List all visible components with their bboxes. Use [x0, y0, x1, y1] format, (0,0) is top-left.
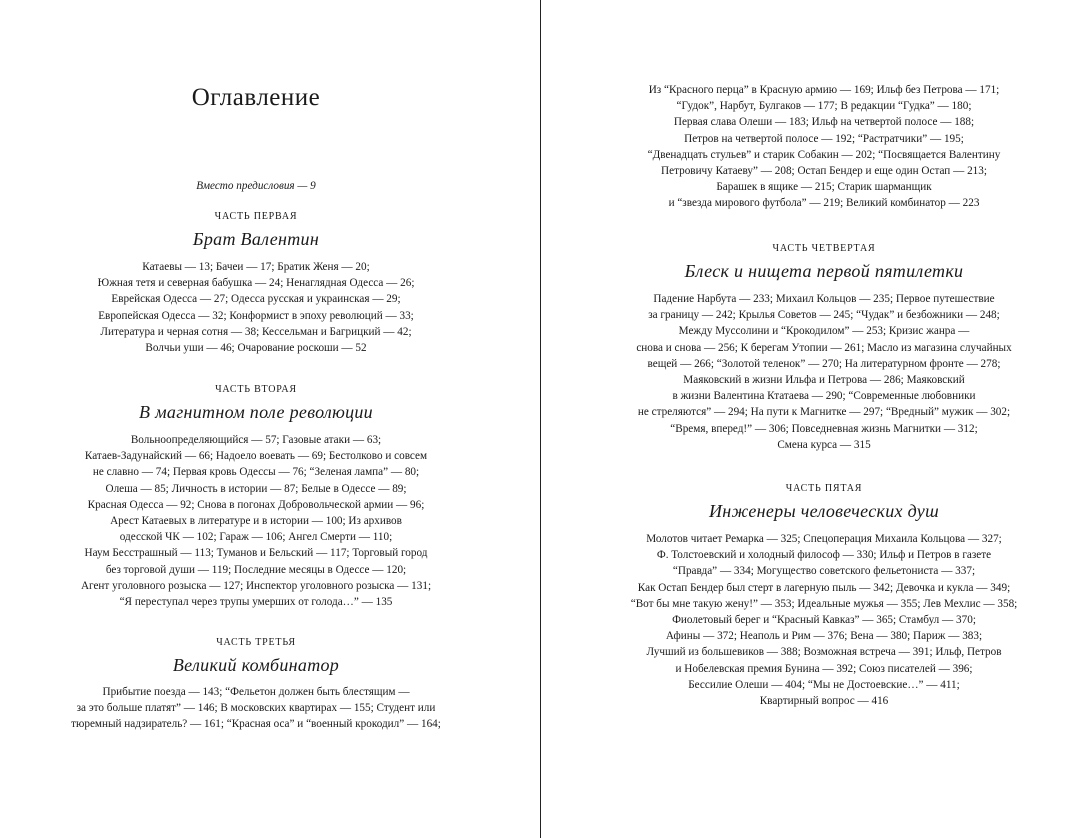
toc-line: Агент уголовного розыска — 127; Инспектор уголовного розыска — 131; [80, 579, 432, 592]
page-title: Оглавление [191, 84, 321, 111]
toc-line: Из “Красного перца” в Красную армию — 169; Ильф без Петрова — 171; [648, 84, 1000, 96]
toc-line: Европейская Одесса — 32; Конформист в эпоху революций — 33; [98, 309, 414, 322]
toc-line: и Нобелевская премия Бунина — 392; Союз писателей — 396; [675, 662, 973, 675]
toc-line: Квартирный вопрос — 416 [759, 695, 889, 708]
toc-line: Вольноопределяющийся — 57; Газовые атаки — 63; [130, 434, 382, 446]
toc-line: “Время, вперед!” — 306; Повседневная жизнь Магнитки — 312; [670, 422, 978, 435]
part-3-continuation [541, 82, 1081, 212]
toc-line: Петров на четвертой полосе — 192; “Растратчики” — 195; [684, 132, 964, 145]
part-1-title: Брат Валентин [192, 229, 320, 249]
toc-line: Барашек в ящике — 215; Старик шарманщик [716, 181, 932, 194]
toc-line: тюремный надзиратель? — 161; “Красная оса” и “военный крокодил” — 164; [71, 718, 441, 731]
part-4-title: Блеск и нищета первой пятилетки [684, 261, 964, 281]
toc-line: Наум Бесстрашный — 113; Туманов и Бельский — 117; Торговый город [84, 547, 428, 560]
toc-line: и “звезда мирового футбола” — 219; Великий комбинатор — 223 [668, 197, 980, 210]
toc-line: без торговой души — 119; Последние месяцы в Одессе — 120; [105, 563, 407, 576]
toc-line: Как Остап Бендер был стерт в лагерную пыль — 342; Девочка и кукла — 349; [637, 581, 1011, 594]
toc-line: снова и снова — 256; К берегам Утопии — 261; Масло из магазина случайных [636, 341, 1012, 354]
toc-line: за границу — 242; Крылья Советов — 245; “Чудак” и безбожники — 248; [648, 309, 1000, 322]
part-2-entries [0, 432, 512, 610]
toc-line: в жизни Валентина Ктатаева — 290; “Современные любовники [672, 390, 976, 403]
toc-line: Олеша — 85; Личность в истории — 87; Белые в Одессе — 89; [105, 482, 407, 495]
part-3-label: ЧАСТЬ ТРЕТЬЯ [216, 637, 296, 648]
toc-line: Петровичу Катаеву” — 208; Остап Бендер и еще один Остап — 213; [661, 165, 987, 178]
part-3-title: Великий комбинатор [172, 655, 340, 675]
toc-line: Южная тетя и северная бабушка — 24; Ненаглядная Одесса — 26; [97, 277, 415, 290]
part-5-title: Инженеры человеческих душ [709, 501, 939, 521]
toc-line: “Гудок”, Нарбут, Булгаков — 177; В редакции “Гудка” — 180; [676, 100, 972, 113]
toc-line: одесской ЧК — 102; Гараж — 106; Ангел Смерти — 110; [119, 531, 393, 544]
toc-line: Первая слава Олеши — 183; Ильф на четвертой полосе — 188; [673, 116, 975, 129]
preface-entry: Вместо предисловия — 9 [196, 180, 316, 192]
toc-line: Волчьи уши — 46; Очарование роскоши — 52 [145, 342, 367, 355]
toc-line: Смена курса — 315 [777, 438, 871, 451]
toc-line: Фиолетовый берег и “Красный Кавказ” — 365; Стамбул — 370; [672, 614, 976, 627]
left-page [0, 0, 540, 838]
toc-line: Ф. Толстоевский и холодный философ — 330; Ильф и Петров в газете [656, 549, 992, 562]
toc-line: Красная Одесса — 92; Снова в погонах Добровольческой армии — 96; [87, 498, 425, 511]
toc-line: Лучший из большевиков — 388; Возможная встреча — 391; Ильф, Петров [646, 646, 1002, 659]
toc-line: за это больше платят” — 146; В московских квартирах — 155; Студент или [76, 702, 436, 715]
toc-line: Молотов читает Ремарка — 325; Спецоперация Михаила Кольцова — 327; [646, 533, 1002, 545]
toc-line: Между Муссолини и “Крокодилом” — 253; Кризис жанра — [678, 325, 970, 338]
toc-line: Катаев-Задунайский — 66; Надоело воевать — 69; Бестолково и совсем [84, 450, 428, 463]
part-4-entries [541, 291, 1081, 453]
toc-line: Маяковский в жизни Ильфа и Петрова — 286; Маяковский [683, 374, 965, 387]
toc-line: Прибытие поезда — 143; “Фельетон должен быть блестящим — [102, 686, 410, 698]
right-page [541, 0, 1081, 838]
toc-line: Катаевы — 13; Бачеи — 17; Братик Женя — 20; [142, 261, 370, 273]
toc-line: вещей — 266; “Золотой теленок” — 270; На литературном фронте — 278; [647, 357, 1001, 370]
toc-line: не стреляются” — 294; На пути к Магнитке — 297; “Вредный” мужик — 302; [637, 406, 1011, 419]
part-3-entries [0, 684, 512, 733]
toc-line: “Вот бы мне такую жену!” — 353; Идеальные мужья — 355; Лев Мехлис — 358; [630, 597, 1018, 610]
toc-line: не славно — 74; Первая кровь Одессы — 76; “Зеленая лампа” — 80; [92, 466, 420, 479]
part-5-label: ЧАСТЬ ПЯТАЯ [785, 483, 863, 494]
part-4-label: ЧАСТЬ ЧЕТВЕРТАЯ [772, 243, 876, 254]
toc-line: Литература и черная сотня — 38; Кессельман и Багрицкий — 42; [100, 325, 412, 338]
toc-line: “Двенадцать стульев” и старик Собакин — 202; “Посвящается Валентину [647, 148, 1001, 161]
toc-line: “Правда” — 334; Могущество советского фельетониста — 337; [672, 565, 976, 578]
part-2-title: В магнитном поле революции [139, 402, 373, 422]
toc-line: Арест Катаевых в литературе и в истории — 100; Из архивов [110, 515, 402, 528]
toc-line: Еврейская Одесса — 27; Одесса русская и украинская — 29; [111, 293, 401, 306]
toc-line: Бессилие Олеши — 404; “Мы не Достоевские…” — 411; [688, 678, 960, 691]
toc-line: “Я переступал через трупы умерших от голода…” — 135 [119, 596, 393, 609]
part-2-label: ЧАСТЬ ВТОРАЯ [215, 384, 297, 395]
part-1-entries [0, 259, 512, 356]
toc-line: Афины — 372; Неаполь и Рим — 376; Вена — 380; Париж — 383; [665, 630, 983, 643]
part-1-label: ЧАСТЬ ПЕРВАЯ [214, 211, 298, 222]
toc-line: Падение Нарбута — 233; Михаил Кольцов — 235; Первое путешествие [653, 293, 995, 305]
part-5-entries [541, 531, 1081, 709]
